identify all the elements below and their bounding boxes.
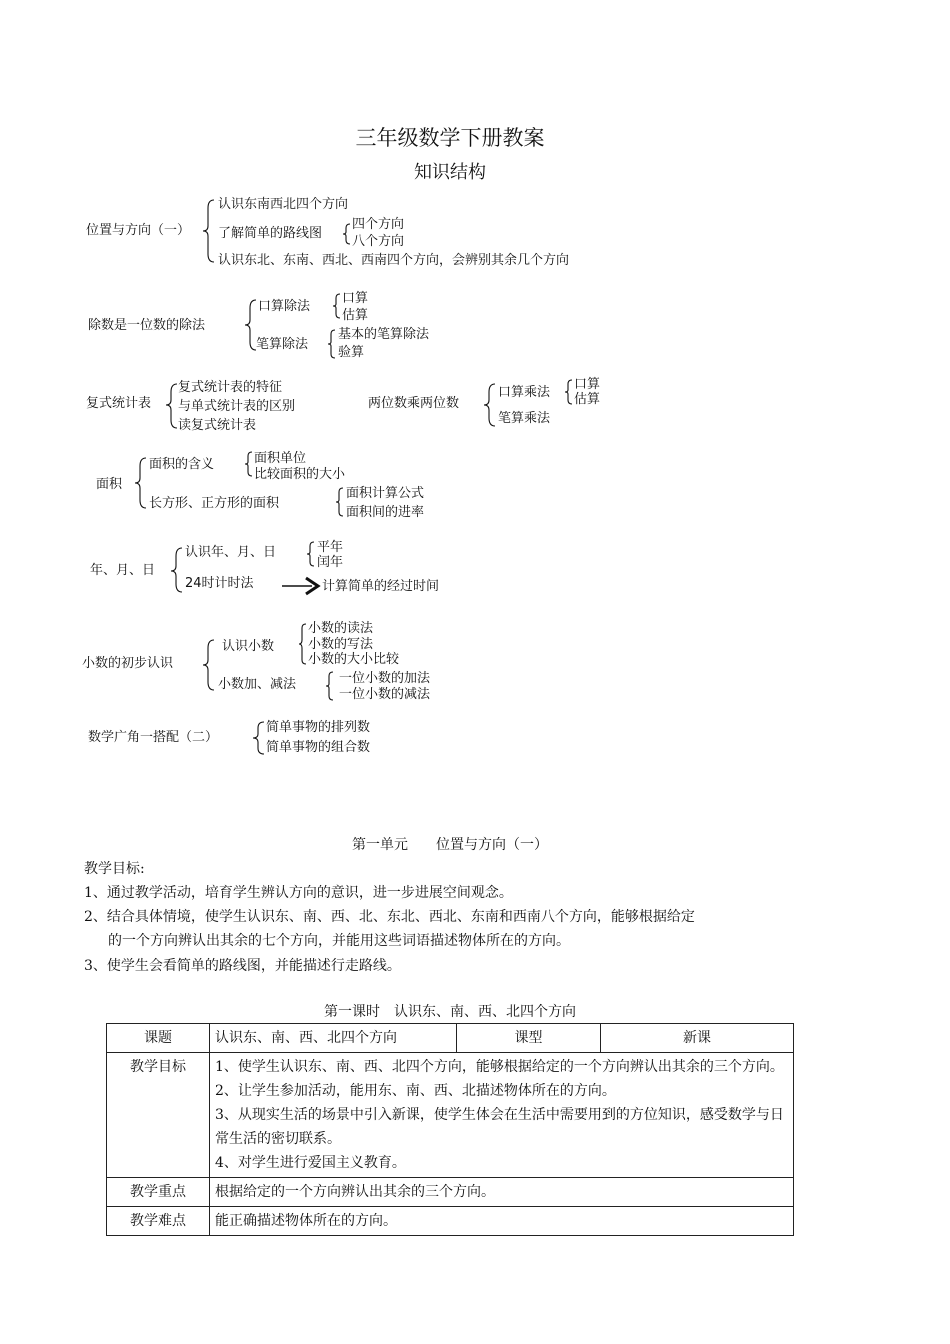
doc-title: 三年级数学下册教案	[355, 126, 545, 150]
brace-pos	[203, 200, 214, 262]
table-row	[107, 1178, 794, 1207]
map-pos-i1: 认识东南西北四个方向	[218, 197, 349, 212]
map-div-b1: 基本的笔算除法	[338, 327, 430, 342]
brace-area-a	[245, 452, 252, 476]
map-dec-a2: 小数的写法	[308, 637, 374, 652]
map-stat-i1: 复式统计表的特征	[178, 380, 283, 395]
map-stat-main: 复式统计表	[86, 396, 152, 411]
map-math-i2: 简单事物的组合数	[266, 740, 371, 755]
brace-div	[245, 300, 256, 350]
map-area-b: 长方形、正方形的面积	[149, 496, 280, 511]
map-ymd-a1: 平年	[317, 540, 344, 555]
map-ymd-b1: 计算简单的经过时间	[322, 579, 440, 594]
table-row	[107, 1053, 794, 1178]
unit-title: 第一单元 位置与方向（一）	[352, 837, 548, 853]
map-ymd-main: 年、月、日	[90, 563, 156, 578]
goals-cell	[210, 1053, 794, 1178]
map-div-a: 口算除法	[258, 299, 311, 314]
map-div-a2: 估算	[342, 308, 369, 323]
map-mul-a2: 估算	[574, 392, 601, 407]
brace-div-a	[333, 294, 340, 318]
brace-mul	[484, 384, 495, 426]
brace-ymd	[171, 548, 182, 592]
map-pos-i3: 认识东北、东南、西北、西南四个方向，会辨别其余几个方向	[218, 253, 570, 268]
map-mul-b: 笔算乘法	[498, 411, 551, 426]
map-div-b2: 验算	[338, 345, 365, 360]
goal-item: 2、让学生参加活动，能用东、南、西、北描述物体所在的方向。	[215, 1083, 616, 1099]
section-title: 知识结构	[414, 162, 486, 183]
goal-item: 4、对学生进行爱国主义教育。	[215, 1155, 406, 1171]
map-ymd-b: 24时计时法	[185, 576, 254, 591]
table-row	[107, 1024, 794, 1053]
topic-label: 课题	[107, 1024, 210, 1053]
map-dec-b1: 一位小数的加法	[339, 671, 431, 686]
type-value: 新课	[601, 1024, 794, 1053]
map-area-a2: 比较面积的大小	[254, 467, 346, 482]
map-dec-b: 小数加、减法	[218, 677, 297, 692]
map-math-i1: 简单事物的排列数	[266, 720, 371, 735]
goal-item: 1、使学生认识东、南、西、北四个方向，能够根据给定的一个方向辨认出其余的三个方向。	[215, 1059, 784, 1075]
type-label: 课型	[457, 1024, 601, 1053]
map-ymd-a2: 闰年	[317, 555, 344, 570]
map-area-a1: 面积单位	[254, 451, 307, 466]
map-mul-a: 口算乘法	[498, 385, 551, 400]
map-area-a: 面积的含义	[149, 457, 215, 472]
map-pos-i2: 了解简单的路线图	[218, 226, 323, 241]
map-stat-i3: 读复式统计表	[178, 418, 257, 433]
map-div-b: 笔算除法	[256, 337, 309, 352]
map-math-main: 数学广角一搭配（二）	[88, 730, 219, 745]
objectives-label: 教学目标:	[84, 861, 145, 877]
lesson-title: 第一课时 认识东、南、西、北四个方向	[324, 1004, 576, 1020]
objective-2b: 的一个方向辨认出其余的七个方向，并能用这些词语描述物体所在的方向。	[108, 933, 570, 949]
brace-mul-a	[565, 380, 572, 404]
brace-dec	[203, 640, 214, 690]
map-dec-a3: 小数的大小比较	[308, 652, 400, 667]
map-div-main: 除数是一位数的除法	[88, 318, 206, 333]
map-mul-a1: 口算	[574, 377, 601, 392]
map-dec-b2: 一位小数的减法	[339, 687, 431, 702]
lesson-table	[106, 1023, 794, 1236]
brace-area-b	[336, 488, 343, 516]
brace-area	[135, 458, 146, 508]
topic-value: 认识东、南、西、北四个方向	[210, 1024, 457, 1053]
brace-pos-route	[343, 224, 350, 244]
map-div-a1: 口算	[342, 291, 369, 306]
map-mul-main: 两位数乘两位数	[368, 396, 460, 411]
goal-item: 3、从现实生活的场景中引入新课，使学生体会在生活中需要用到的方位知识，感受数学与日常生活的密切联系。	[215, 1107, 784, 1147]
map-pos-i2a: 四个方向	[352, 217, 405, 232]
brace-dec-b	[326, 672, 333, 700]
difficulty-label: 教学难点	[107, 1207, 210, 1236]
difficulty-value: 能正确描述物体所在的方向。	[210, 1207, 794, 1236]
map-pos-i2b: 八个方向	[352, 234, 405, 249]
focus-value: 根据给定的一个方向辨认出其余的三个方向。	[210, 1178, 794, 1207]
objective-2a: 2、结合具体情境，使学生认识东、南、西、北、东北、西北、东南和西南八个方向，能够根据给定	[84, 909, 695, 925]
map-area-b1: 面积计算公式	[346, 486, 425, 501]
arrow-icon	[282, 578, 318, 594]
brace-math	[253, 722, 264, 754]
map-area-main: 面积	[96, 477, 123, 492]
map-pos-main: 位置与方向（一）	[86, 223, 191, 238]
map-dec-a: 认识小数	[222, 639, 275, 654]
map-dec-a1: 小数的读法	[308, 621, 374, 636]
brace-ymd-a	[307, 542, 314, 566]
goals-label: 教学目标	[107, 1053, 210, 1178]
brace-div-b	[328, 330, 335, 358]
brace-dec-a	[299, 624, 306, 664]
objective-1: 1、通过教学活动，培育学生辨认方向的意识，进一步进展空间观念。	[84, 885, 513, 901]
map-stat-i2: 与单式统计表的区别	[178, 399, 296, 414]
objective-3: 3、使学生会看简单的路线图，并能描述行走路线。	[84, 958, 401, 974]
brace-stat	[166, 384, 177, 428]
map-dec-main: 小数的初步认识	[82, 656, 174, 671]
focus-label: 教学重点	[107, 1178, 210, 1207]
map-ymd-a: 认识年、月、日	[185, 545, 277, 560]
table-row	[107, 1207, 794, 1236]
map-area-b2: 面积间的进率	[346, 505, 425, 520]
